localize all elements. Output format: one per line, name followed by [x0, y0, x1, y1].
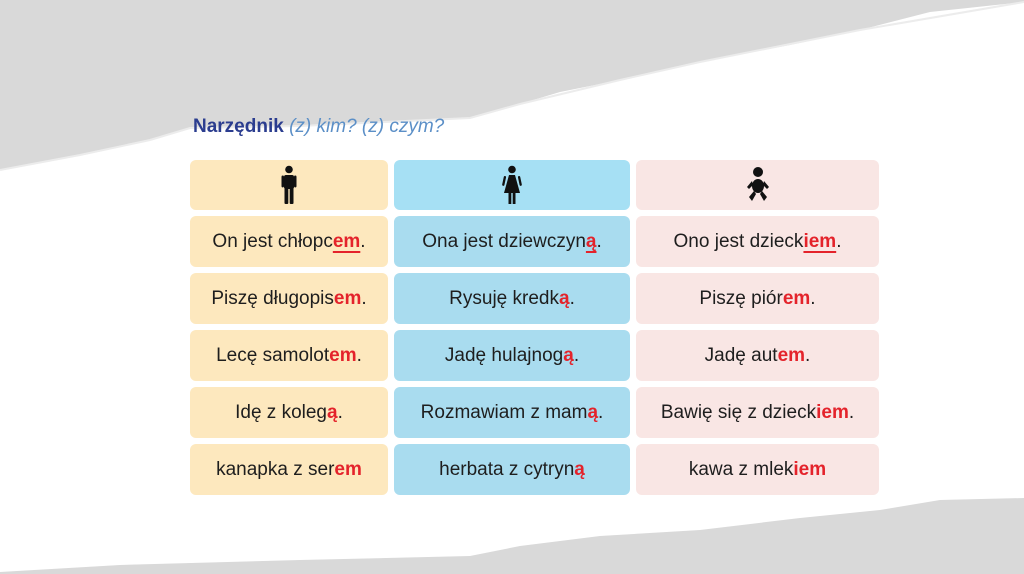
- cell-punct: .: [569, 287, 575, 309]
- cell-punct: .: [810, 287, 816, 309]
- cell-stem: kawa z mlek: [688, 458, 794, 480]
- case-ending: em: [332, 230, 361, 252]
- case-ending: ą: [587, 401, 599, 423]
- table-cell-neuter: [636, 387, 879, 438]
- table-cell-neuter: [636, 273, 879, 324]
- declension-table: [190, 160, 880, 495]
- cell-stem: Jadę aut: [704, 344, 778, 366]
- title-case-question: (z) kim? (z) czym?: [289, 116, 445, 137]
- cell-punct: .: [836, 230, 842, 252]
- table-cell-feminine: [394, 330, 630, 381]
- case-ending: ą: [558, 287, 570, 309]
- cell-stem: Lecę samolot: [216, 344, 330, 366]
- case-ending: em: [334, 458, 362, 480]
- cell-stem: Bawię się z dzieck: [660, 401, 817, 423]
- page-title: [193, 116, 444, 138]
- cell-punct: .: [360, 230, 366, 252]
- table-cell-masculine: [190, 216, 388, 267]
- case-ending: ą: [585, 230, 597, 252]
- case-ending: iem: [803, 230, 837, 252]
- cell-stem: herbata z cytryn: [439, 458, 575, 480]
- cell-punct: .: [337, 401, 343, 423]
- cell-punct: .: [573, 344, 580, 366]
- case-ending: iem: [816, 401, 849, 423]
- cell-stem: Jadę hulajnog: [444, 344, 564, 366]
- table-cell-neuter: [636, 444, 879, 495]
- table-cell-feminine: [394, 216, 630, 267]
- table-cell-neuter: [636, 330, 879, 381]
- cell-punct: .: [361, 287, 367, 309]
- cell-stem: Piszę piór: [699, 287, 783, 309]
- header-feminine: [394, 160, 630, 210]
- female-figure-icon: [499, 165, 525, 205]
- baby-figure-icon: [745, 165, 771, 205]
- table-cell-neuter: [636, 216, 879, 267]
- cell-punct: .: [848, 401, 855, 423]
- table-cell-masculine: [190, 273, 388, 324]
- case-ending: em: [329, 344, 357, 366]
- table-cell-feminine: [394, 387, 630, 438]
- case-ending: ą: [327, 401, 338, 423]
- table-cell-feminine: [394, 444, 630, 495]
- cell-stem: On jest chłopc: [212, 230, 333, 252]
- cell-stem: Piszę długopis: [211, 287, 334, 309]
- cell-punct: .: [356, 344, 362, 366]
- cell-stem: kanapka z ser: [216, 458, 335, 480]
- header-neuter: [636, 160, 879, 210]
- cell-stem: Ono jest dzieck: [673, 230, 804, 252]
- header-masculine: [190, 160, 388, 210]
- table-cell-masculine: [190, 387, 388, 438]
- cell-punct: .: [596, 230, 602, 252]
- case-ending: em: [777, 344, 806, 366]
- title-case-name: Narzędnik: [193, 116, 284, 137]
- case-ending: ą: [574, 458, 585, 480]
- case-ending: em: [333, 287, 362, 309]
- cell-stem: Rozmawiam z mam: [420, 401, 588, 423]
- case-ending: ą: [563, 344, 574, 366]
- case-ending: iem: [793, 458, 827, 480]
- cell-punct: .: [805, 344, 811, 366]
- table-cell-masculine: [190, 330, 388, 381]
- table-cell-feminine: [394, 273, 630, 324]
- cell-punct: .: [598, 401, 604, 423]
- table-cell-masculine: [190, 444, 388, 495]
- male-figure-icon: [276, 165, 302, 205]
- cell-stem: Idę z koleg: [235, 401, 328, 423]
- cell-stem: Ona jest dziewczyn: [422, 230, 586, 252]
- cell-stem: Rysuję kredk: [449, 287, 559, 309]
- case-ending: em: [782, 287, 811, 309]
